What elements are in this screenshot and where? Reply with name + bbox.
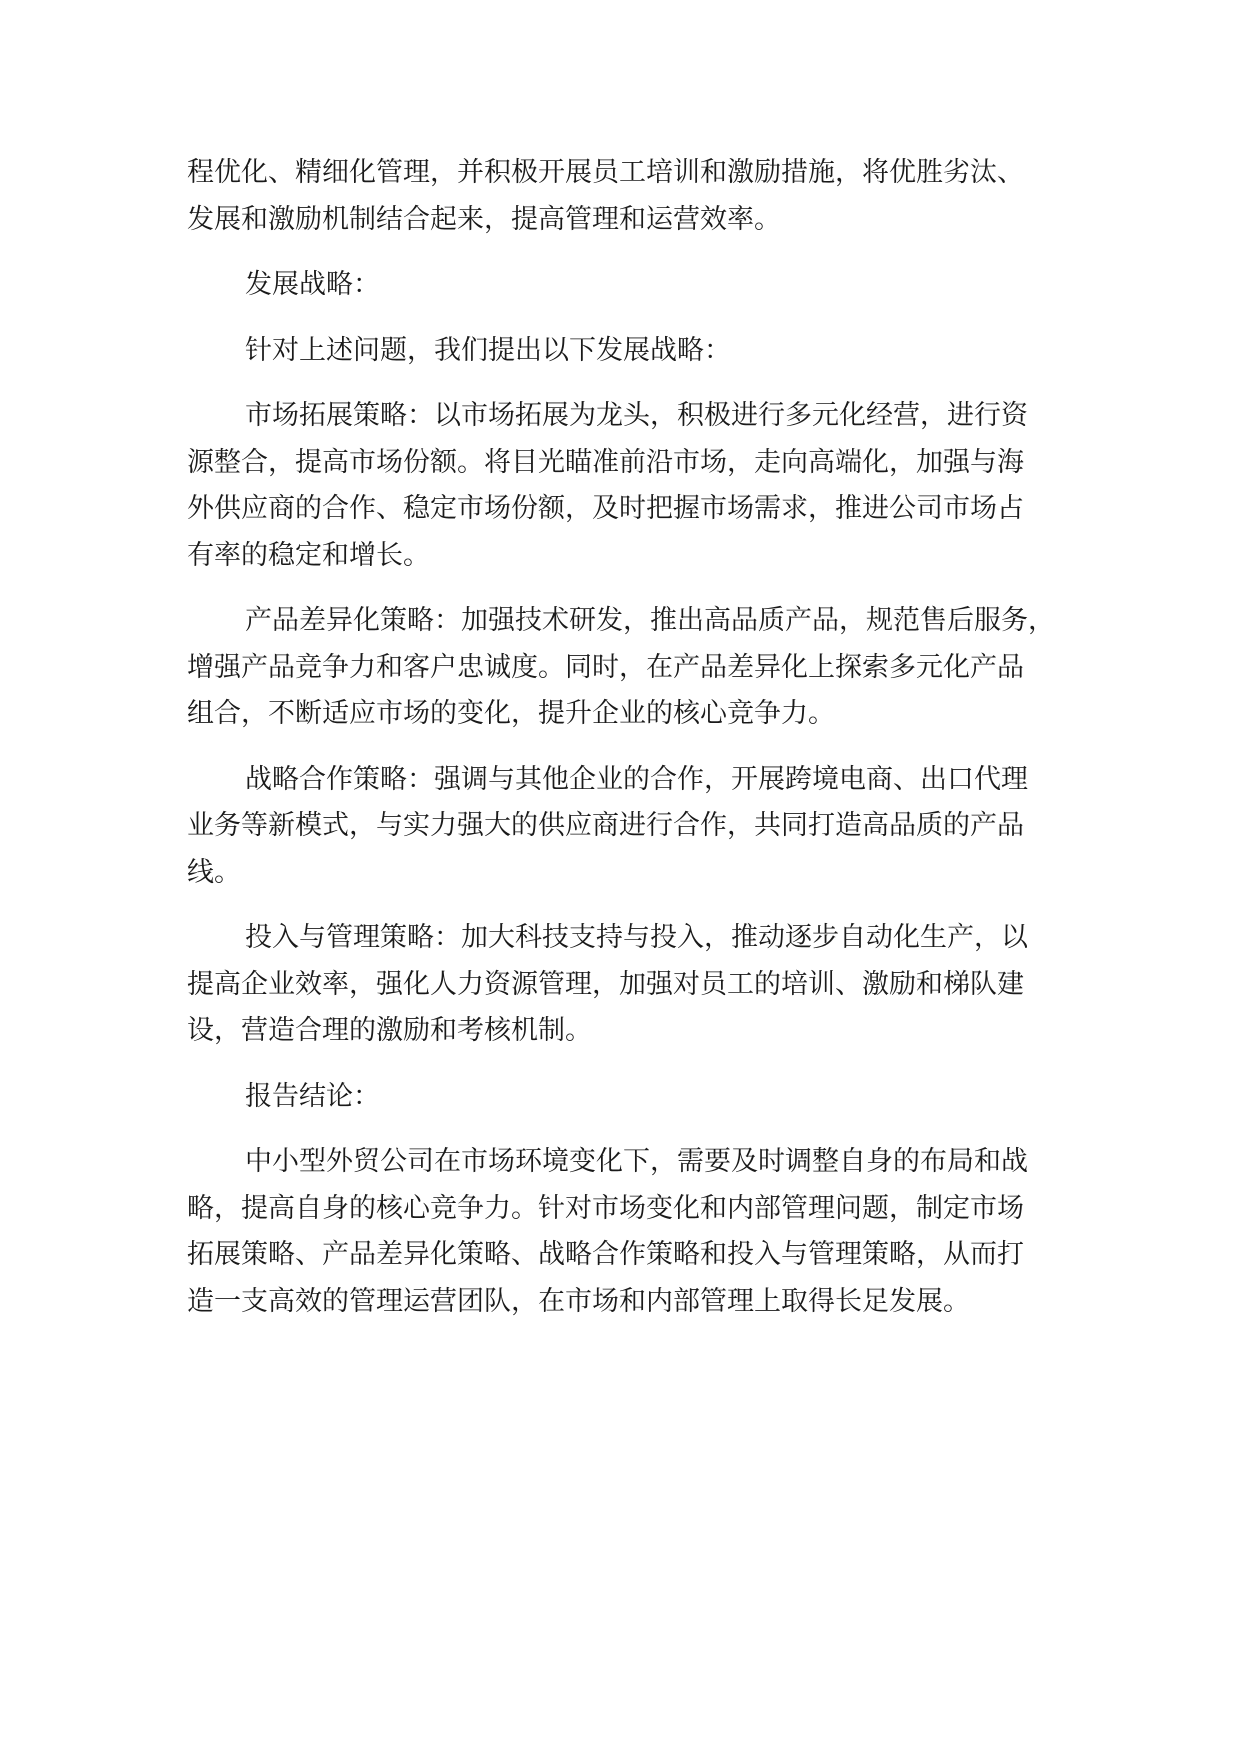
heading-report-conclusion [187, 1074, 1087, 1121]
text-line: 产品差异化策略：加强技术研发，推出高品质产品，规范售后服务， [245, 605, 1055, 636]
text-line: 增强产品竞争力和客户忠诚度。同时，在产品差异化上探索多元化产品 [187, 651, 1024, 683]
text-line: 组合，不断适应市场的变化，提升企业的核心竞争力。 [187, 698, 835, 729]
document-page [187, 150, 1087, 1344]
text-line: 造一支高效的管理运营团队，在市场和内部管理上取得长足发展。 [187, 1285, 970, 1317]
text-line: 发展和激励机制结合起来，提高管理和运营效率。 [187, 203, 781, 235]
text-line: 提高企业效率，强化人力资源管理，加强对员工的培训、激励和梯队建 [187, 968, 1024, 1000]
paragraph-product-differentiation [187, 598, 1087, 738]
text-line: 外供应商的合作、稳定市场份额，及时把握市场需求，推进公司市场占 [187, 493, 1024, 524]
text-line: 市场拓展策略：以市场拓展为龙头，积极进行多元化经营，进行资 [245, 400, 1028, 431]
text-line: 设，营造合理的激励和考核机制。 [187, 1015, 592, 1046]
text-line: 报告结论： [245, 1080, 380, 1112]
paragraph-conclusion [187, 1139, 1087, 1325]
text-line: 投入与管理策略：加大科技支持与投入，推动逐步自动化生产，以 [245, 922, 1028, 953]
text-line: 拓展策略、产品差异化策略、战略合作策略和投入与管理策略，从而打 [187, 1239, 1024, 1270]
paragraph-strategic-cooperation [187, 757, 1087, 897]
text-line: 战略合作策略：强调与其他企业的合作，开展跨境电商、出口代理 [245, 763, 1028, 795]
heading-development-strategy [187, 262, 1087, 309]
text-line: 有率的稳定和增长。 [187, 539, 430, 571]
paragraph-continuation [187, 150, 1087, 243]
text-line: 源整合，提高市场份额。将目光瞄准前沿市场，走向高端化，加强与海 [187, 446, 1024, 478]
paragraph-market-expansion [187, 393, 1087, 579]
text-line: 线。 [187, 856, 241, 888]
paragraph-investment-management [187, 915, 1087, 1055]
text-line: 中小型外贸公司在市场环境变化下，需要及时调整自身的布局和战 [245, 1146, 1028, 1177]
text-line: 发展战略： [245, 269, 380, 300]
text-line: 程优化、精细化管理，并积极开展员工培训和激励措施，将优胜劣汰、 [187, 157, 1024, 188]
paragraph-intro [187, 328, 1087, 375]
text-line: 针对上述问题，我们提出以下发展战略： [245, 334, 731, 366]
text-line: 略，提高自身的核心竞争力。针对市场变化和内部管理问题，制定市场 [187, 1192, 1024, 1224]
text-line: 业务等新模式，与实力强大的供应商进行合作，共同打造高品质的产品 [187, 810, 1024, 841]
